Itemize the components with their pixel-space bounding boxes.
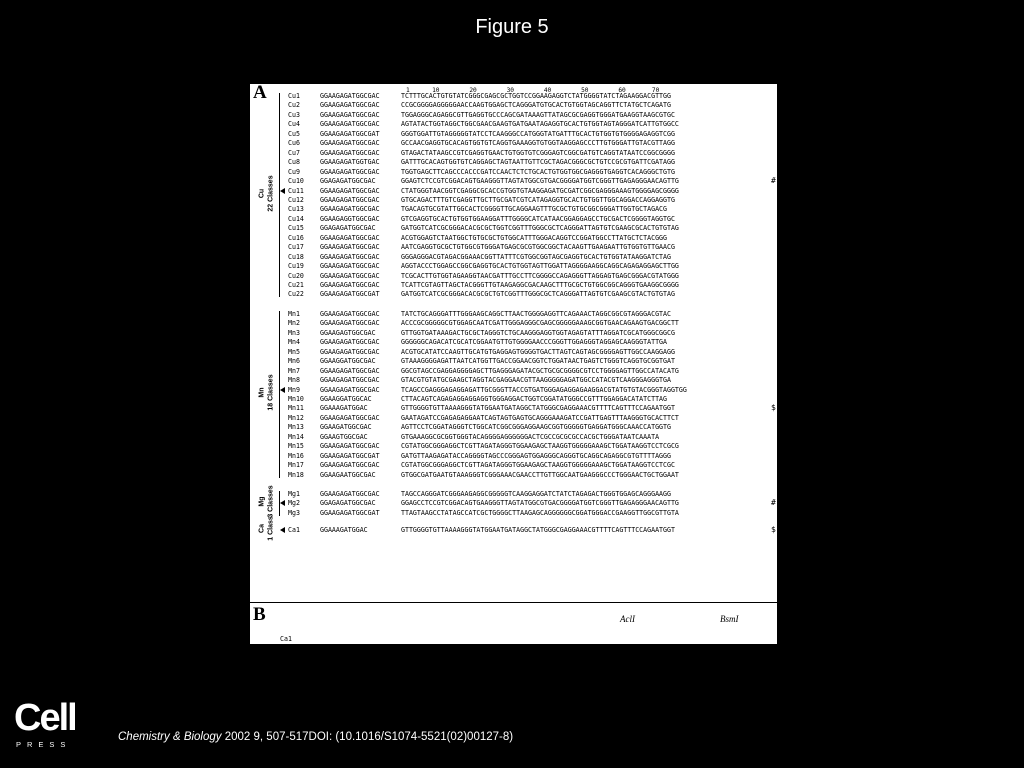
sequence-primer: GGAAGAGATGGCGAC [320, 262, 380, 271]
sequence-name: Mn15 [288, 442, 304, 451]
sequence-random-region: GGCGTAGCCGAGGAGGGGAGCTTGAGGGAGATACGCTGCGCGGGGCGTCCTGGGGAGTTGGCCATACATG [401, 366, 679, 375]
sequence-primer: GGAAGAGTGGCGAC [320, 328, 376, 337]
sequence-random-region: CCGCGGGGAGGGGGAACCAAGTGGAGCTCAGGGATGTGCACTGTGGTAGCAGGTTCTATGCTCAGATG [401, 101, 671, 110]
enzyme-label-acli: AclI [620, 614, 635, 624]
sequence-random-region: GTTGGGGTGTTAAAAGGGTATGGAATGATAGGCTATGGGCGAGGAAACGTTTTCAGTTTCCAGAATGCT [401, 655, 675, 663]
sequence-random-region: GCCAACGAGGTGCACAGTGGTGTCAGGTGAAAGGTGTGGTAAGGAGCCCTTGTGGGATTGTACGTTAGG [401, 139, 675, 148]
sequence-row [250, 508, 777, 518]
sequence-random-region: GATGGTCATCGCGGGACACGCGCTGTCGGTTTGGGCGCTCAGGGATTAGTGTCGAAGCGTACTGTGTAG [401, 290, 675, 299]
sequence-random-region: AGTATACTGGTAGGCTGGCGAACGAAGTGATGAATAGAGGTGCACTGTGGTAGTAGGGATCATTGTGGCC [401, 120, 679, 129]
sequence-primer: GGAAGAGATGGCGAC [320, 167, 380, 176]
group-label: Mg [258, 496, 266, 507]
sequence-random-region: TCAGCCGAGGGAGAGGAGATTGCGGGTTACCGTGATGGGAGAGGAGAAGGACGTATGTGTACGGGTAGGTGG [401, 385, 687, 394]
enzyme-label-bsmi: BsmI [720, 614, 739, 624]
sequence-name: Cu2 [288, 101, 300, 110]
sequence-name: Cu4 [288, 120, 300, 129]
citation-journal: Chemistry & Biology [118, 731, 222, 743]
sequence-name: Mn6 [288, 357, 300, 366]
sequence-name: Cu7 [288, 148, 300, 157]
sequence-random-region: TGGTGAGCTTCAGCCCACCCGATCCAACTCTCTGCACTGTGGTGGCGAGGGTGAGGTCACAGGGCTGTG [401, 167, 675, 176]
sequence-name: Cu17 [288, 243, 304, 252]
sequence-name: Cu20 [288, 271, 304, 280]
sequence-random-region: GTTGGGGTGTTAAAAGGGTATGGAATGATAGGCTATGGGCGAGGAAACGTTTTCAGTTTCCAGAATGGT [401, 404, 675, 413]
sequence-random-region: CTATGGGTAACGGTCGAGGCGCACCGTGGTGTAAGGAGATGCGATCGGCGAGGGAAAGTGGGGAGCGGGG [401, 186, 679, 195]
sequence-random-region: TCTTTGCACTGTGTATCGGGCGAGCGCTGGTCCGGAAGAGGTCTATGGGGTATCTAGAAGGACGTTGG [401, 92, 671, 100]
sequence-primer: GGAAGAGATGGCGAC [320, 148, 380, 157]
sequence-primer: GGAAGAGATGGCGAC [320, 110, 380, 119]
sequence-name: Mn11 [288, 404, 304, 413]
sequence-primer: GGAAGAGATGGCGAC [320, 243, 380, 252]
group-arrow-icon [280, 527, 285, 533]
sequence-name: Mn5 [288, 347, 300, 356]
sequence-random-region: GGGTGGATTGTAGGGGGTATCCTCAAGGGCCATGGGTATGATTTGCACTGTGGTGTGGGGAGAGGTCGG [401, 129, 675, 138]
sequence-name: Mg2 [288, 499, 300, 508]
sequence-name: Cu21 [288, 281, 304, 289]
figure-title: Figure 5 [475, 16, 549, 38]
sequence-random-region: GATTTGCACAGTGGTGTCAGGAGCTAGTAATTGTTCGCTAGACGGGCGCTGTCCGCGTGATTCGATAGG [401, 158, 675, 167]
sequence-mark: $ [771, 525, 776, 535]
sequence-name: Ca1 [288, 526, 300, 535]
sequence-name: Mn7 [288, 366, 300, 375]
sequence-random-region: ACGTGCATATCCAAGTTGCATGTGAGGAGTGGGGTGACTTAGTCAGTAGCGGGGAGTTGGCCAAGGAGG [401, 347, 675, 356]
sequence-name: Mn2 [288, 319, 300, 328]
panel-divider [250, 602, 777, 603]
sequence-primer: GGAAAGATGGAC [320, 404, 368, 413]
sequence-primer: GGAAGAGATGGCGAC [320, 252, 380, 261]
group-label: 1 Class [267, 516, 275, 542]
sequence-primer: GGAGAGATGGCGAC [320, 499, 376, 508]
sequence-random-region: GGGGGGCAGACATCGCATCGGAATGTTGTGGGGAACCCGGGTTGGAGGGTAGGAGCAAGGGTATTGA [401, 338, 667, 347]
sequence-random-region: GTAGACTATAAGCCGTCGAGGTGAACTGTGGTGTCGGGAGTCGGCGATGTCAGGTATAATCCGGCGGGG [401, 148, 675, 157]
sequence-primer: GGAAGGATGGCAC [320, 394, 372, 403]
sequence-primer: GGAAGAGATGGCGAC [320, 271, 380, 280]
sequence-primer: GGAAGAGATGGCGAT [320, 290, 380, 299]
sequence-name: Cu13 [288, 205, 304, 214]
sequence-random-region: CGTATGGCGGGAGGCTCGTTAGATAGGGTGGAAGAGCTAAGGTGGGGGAAAGCTGGATAAGGTCCTCGCG [401, 442, 679, 451]
sequence-random-region: ACCCGCGGGGGCGTGGAGCAATCGATTGGGAGGGCGAGCGGGGGAAAGCGGTGAACAGAAGTGACGGCTT [401, 319, 679, 328]
sequence-name: Cu19 [288, 262, 304, 271]
sequence-name: Cu1 [288, 92, 300, 100]
sequence-random-region: GTCGAGGTGCACTGTGGTGGAAGGATTTGGGGCATCATAACGGAGGAGCCTGCGACTCGGGGTAGGTGC [401, 214, 675, 223]
sequence-primer: GGAAGAGATGGCGAC [320, 338, 380, 347]
sequence-primer: GGAAGAGATGGTGAC [320, 158, 380, 167]
sequence-name: Cu14 [288, 214, 304, 223]
sequence-random-region: TATCTGCAGGGATTTGGGAAGCAGGCTTAACTGGGGAGGTTCAGAAACTAGGCGGCGTAGGGACGTAC [401, 309, 671, 318]
sequence-random-region: ACGTGGAGTCTAATGGCTGTGCGCTGTGGCATTTGGGACAGGTCCGGATGGCCTTATGCTCTACGGG [401, 233, 667, 242]
sequence-name: Mn9 [288, 385, 300, 394]
sequence-primer: GGAGAGATGGCGAC [320, 177, 376, 186]
sequence-name: Mn1 [288, 309, 300, 318]
sequence-random-region: AGGTACCCTGGAGCCGGCGAGGTGCACTGTGGTAGTTGGATTAGGGGAAGGCAGGCAGAGAGGAGCTTGG [401, 262, 679, 271]
sequence-primer: GGAAGAGATGGCGAC [320, 233, 380, 242]
sequence-row [250, 525, 777, 535]
sequence-primer: GGAAGAGGTGGCGAC [320, 214, 380, 223]
sequence-random-region: GAATAGATCCGAGAGAGGAATCAGTAGTGAGTGCAGGGAAAGATCCGATTGAGTTTAAGGGTGCACTTCT [401, 413, 679, 422]
sequence-name: Mn17 [288, 461, 304, 470]
sequence-primer: GGAAAGATGGAC [320, 526, 368, 535]
sequence-primer: GGAAGAGATGGCGAT [320, 451, 380, 460]
group-label: 3 Classes [267, 485, 275, 519]
sequence-name: Cu5 [288, 129, 300, 138]
sequence-name: Cu22 [288, 290, 304, 299]
sequence-primer: GGAAGAGATGGCGAC [320, 347, 380, 356]
sequence-name: Mn4 [288, 338, 300, 347]
group-arrow-icon [280, 500, 285, 506]
sequence-primer: GGAAGAGATGGCGAC [320, 195, 380, 204]
sequence-row [250, 289, 777, 299]
sequence-primer: GGAAGAGATGGCGAT [320, 508, 380, 517]
sequence-primer: GGAAGAGATGGCGAC [320, 309, 380, 318]
group-label: Mn [258, 387, 266, 398]
sequence-random-region: TCGCACTTGTGGTAGAAGGTAACGATTTGCCTTCGGGGCCAGAGGGTTAGGAGTGAGCGGGACGTATGGG [401, 271, 679, 280]
sequence-random-region: CGTATGGCGGGAGGCTCGTTAGATAGGGTGGAAGAGCTAAGGTGGGGGAAAGCTGGATAAGGTCCTCGC [401, 461, 675, 470]
sequence-primer: GGAAGAGATGGCGAC [320, 319, 380, 328]
group-bracket [279, 311, 280, 478]
sequence-random-region: GATGGTCATCGCGGGACACGCGCTGGTCGGTTTGGGCGCTCAGGGATTAGTGTCGAAGCGCACTGTGTAG [401, 224, 679, 233]
sequence-primer: CGAC [320, 654, 364, 662]
sequence-primer: GGAAGAGATGGCGAC [320, 120, 380, 129]
sequence-name: Cu12 [288, 195, 304, 204]
sequence-random-region: GC GCTG T GA G AG GG GG G GG GT G C [401, 664, 671, 672]
citation [118, 731, 513, 743]
sequence-random-region: TCATTCGTAGTTAGCTACGGGTTGTAAGAGGCGACAAGCTTTGCGCTGTGGCGGCAGGGTGAAGGCGGGG [401, 281, 679, 289]
sequence-primer: GGAAGAGATGGCGAC [320, 385, 380, 394]
sequence-name: Cu9 [288, 167, 300, 176]
sequence-random-region: GGAGCCTCCGTCGGACAGTGAAGGGTTAGTATGGCGTGACGGGGATGGTCGGGTTGAGAGGGAACAGTTG [401, 499, 679, 508]
sequence-random-region: GGAGTCTCCGTCGGACAGTGAAGGGTTAGTATGGCGTGACGGGGATGGTCGGGTTGAGAGGGAACAGTTG [401, 177, 679, 186]
sequence-name: Mg3 [288, 508, 300, 517]
sequence-random-region: TAGCCAGGGATCGGGAAGAGGCGGGGGTCAAGGAGGATCTATCTAGAGACTGGGTGGAGCAGGGAAGG [401, 490, 671, 498]
sequence-name: Cu11 [288, 186, 304, 195]
sequence-random-region: GTGGCGATGAATGTAAAGGGTCGGGAAACGAACCTTGTTGGCAATGAAGGGCCCTGGGAACTGCTGGAAT [401, 470, 679, 479]
sequence-mark: # [771, 176, 776, 186]
panel-b-label: B [253, 604, 266, 625]
cell-press-logo-subtext: PRESS [16, 740, 72, 749]
sequence-random-region: GATGTTAAGAGATACCAGGGGTAGCCCGGGAGTGGAGGGCAGGGTGCAGGCAGAGGCGTGTTTTAGGG [401, 451, 671, 460]
group-label: 18 Classes [267, 374, 275, 411]
sequence-primer: GGAAGAGATGGCGAC [320, 186, 380, 195]
group-arrow-icon [280, 387, 285, 393]
sequence-random-region: TGACAGTGCGTATTGGCACTCGGGGTTGCAGGAAGTTTGCGCTGTGCGGCGGGATTGGTGCTAGACG [401, 205, 667, 214]
sequence-random-region: GTTGGGGTGTTAAAAGGGTATGGAATGATAGGCTATGGGCGAGGAAACGTTTTCAGTTTCCAGAATGGT [401, 526, 675, 535]
sequence-primer: GGAAGAGATGGCGAC [320, 413, 380, 422]
sequence-name: Mn10 [288, 394, 304, 403]
sequence-random-region: CTTACAGTCAGAGAGGAGGAGGTGGGAGGACTGGTCGGATATGGGCCGTTTGGAGGACATATCTTAG [401, 394, 667, 403]
sequence-name: Cu6 [288, 139, 300, 148]
sequence-primer: GGAGAGATGGCGAC [320, 224, 376, 233]
sequence-name: Mn8 [288, 376, 300, 385]
sequence-primer: GGAAGAATGGCGAC [320, 470, 376, 479]
sequence-primer: GGAAGAGATGGCGAC [320, 139, 380, 148]
group-label: Cu [258, 189, 266, 199]
sequence-random-region: GTGAAAGGCGCGGTGGGTACAGGGGAGGGGGGACTCGCCGCGCGCCACGCTGGGATAATCAAATA [401, 432, 660, 441]
sequence-primer: GGAAGAGATGGCGAC [320, 281, 380, 289]
sequence-primer: GGAAGGATGGCGAC [320, 357, 376, 366]
sequence-primer: GGAAGTGGCGAC [320, 432, 368, 441]
sequence-name: Cu10 [288, 177, 304, 186]
sequence-primer: GGAAGAGATGGCGAC [320, 490, 380, 498]
sequence-primer: GGAAGAGATGGCGAC [320, 101, 380, 110]
sequence-primer: GGAAGAGATGGCGAT [320, 129, 380, 138]
group-arrow-icon [280, 188, 285, 194]
sequence-random-region: TTAGTAAGCCTATAGCCATCGCTGGGGCTTAAGAGCAGGGGGGCGGATGGGACCGAAGGTTGGCGTTGTA [401, 508, 679, 517]
sequence-name: Mn3 [288, 328, 300, 337]
sequence-random-region: AGTTCCTCGGATAGGGTCTGGCATCGGCGGGAGGAAGCGGTGGGGGTGAGGATGGGCAAACCATGGTG [401, 423, 671, 432]
sequence-name: Mn16 [288, 451, 304, 460]
sequence-primer: GGAAAGATGGAC [320, 645, 368, 653]
sequence-primer: GGAAGAGATGGCGAC [320, 366, 380, 375]
cell-press-logo: Cell [14, 697, 76, 739]
sequence-row [250, 470, 777, 480]
sequence-name: Cu3 [288, 110, 300, 119]
sequence-random-region: GTAAAGGGGAGATTAATCATGGTTGACCGGAACGGTCTGGATAACTGAGTCTGGGTCAGGTGCGGTGAT [401, 357, 675, 366]
sequence-random-region: GTTGGTGATAAAGACTGCGCTAGGGTCTGCAAGGGAGGTGGTAGAGTATTTAGGATCGCATGGGCGGCG [401, 328, 675, 337]
panel-a-label: A [253, 82, 267, 103]
sequence-random-region: GGGAGGGACGTAGACGGAAACGGTTATTTCGTGGCGGTAGCGAGGTGCACTGTGGTATAAGGATCTAG [401, 252, 671, 261]
sequence-name: Mn14 [288, 432, 304, 441]
sequence-random-region: GTACGTGTATGCGAAGCTAGGTACGAGGAACGTTAAGGGGGAGATGGCCATACGTCAAGGGAGGGTGA [401, 376, 671, 385]
sequence-name: Cu18 [288, 252, 304, 261]
sequence-primer: GGAAGAGATGGCGAC [320, 92, 380, 100]
sequence-primer: GGAAGAGATGGCGAC [320, 461, 380, 470]
group-label: 22 Classes [267, 175, 275, 212]
sequence-random-region: GTGCAGACTTTGTCGAGGTTGCTTGCGATCGTCATAGAGGTGCACTGTGGTTGGCAGGACCAGGAGGTG [401, 195, 675, 204]
sequence-primer: GGAAGATGGCGAC [320, 423, 372, 432]
sequence-name: Mn13 [288, 423, 304, 432]
position-ruler: 1 10 20 30 40 50 60 70 [406, 87, 660, 94]
sequence-name: Cu15 [288, 224, 304, 233]
figure-panel [250, 82, 777, 672]
sequence-name: Mn18 [288, 470, 304, 479]
sequence-primer: GGAAGAGATGGCGAC [320, 205, 380, 214]
group-bracket [279, 93, 280, 297]
sequence-name: Mg1 [288, 490, 300, 498]
sequence-name: Cu8 [288, 158, 300, 167]
group-label: Ca [258, 524, 266, 534]
sequence-mark: # [771, 498, 776, 508]
sequence-random-region: AATCGAGGTGCGCTGTGGCGTGGGATGAGCGCGTGGCGGCTACAAGTTGAAGAATTGTGGTGTTGAACG [401, 243, 675, 252]
sequence-random-region: TGGAGGGCAGAGGCGTTGAGGTGCCCAGCGATAAAGTTATAGCGCGAGGTGGGATGAAGGTAAGCGTGC [401, 110, 675, 119]
sequence-name: Cu16 [288, 233, 304, 242]
sequence-name: NTP-A2 [280, 644, 304, 652]
sequence-primer: GGAAGAGATGGCGAC [320, 376, 380, 385]
citation-details: 2002 9, 507-517DOI: (10.1016/S1074-5521(02)00127-8) [221, 731, 514, 743]
sequence-name: Mn12 [288, 413, 304, 422]
sequence-primer: GGAAGAGATGGCGAC [320, 442, 380, 451]
sequence-mark: $ [771, 403, 776, 413]
sequence-name: Ca1 [280, 635, 292, 643]
